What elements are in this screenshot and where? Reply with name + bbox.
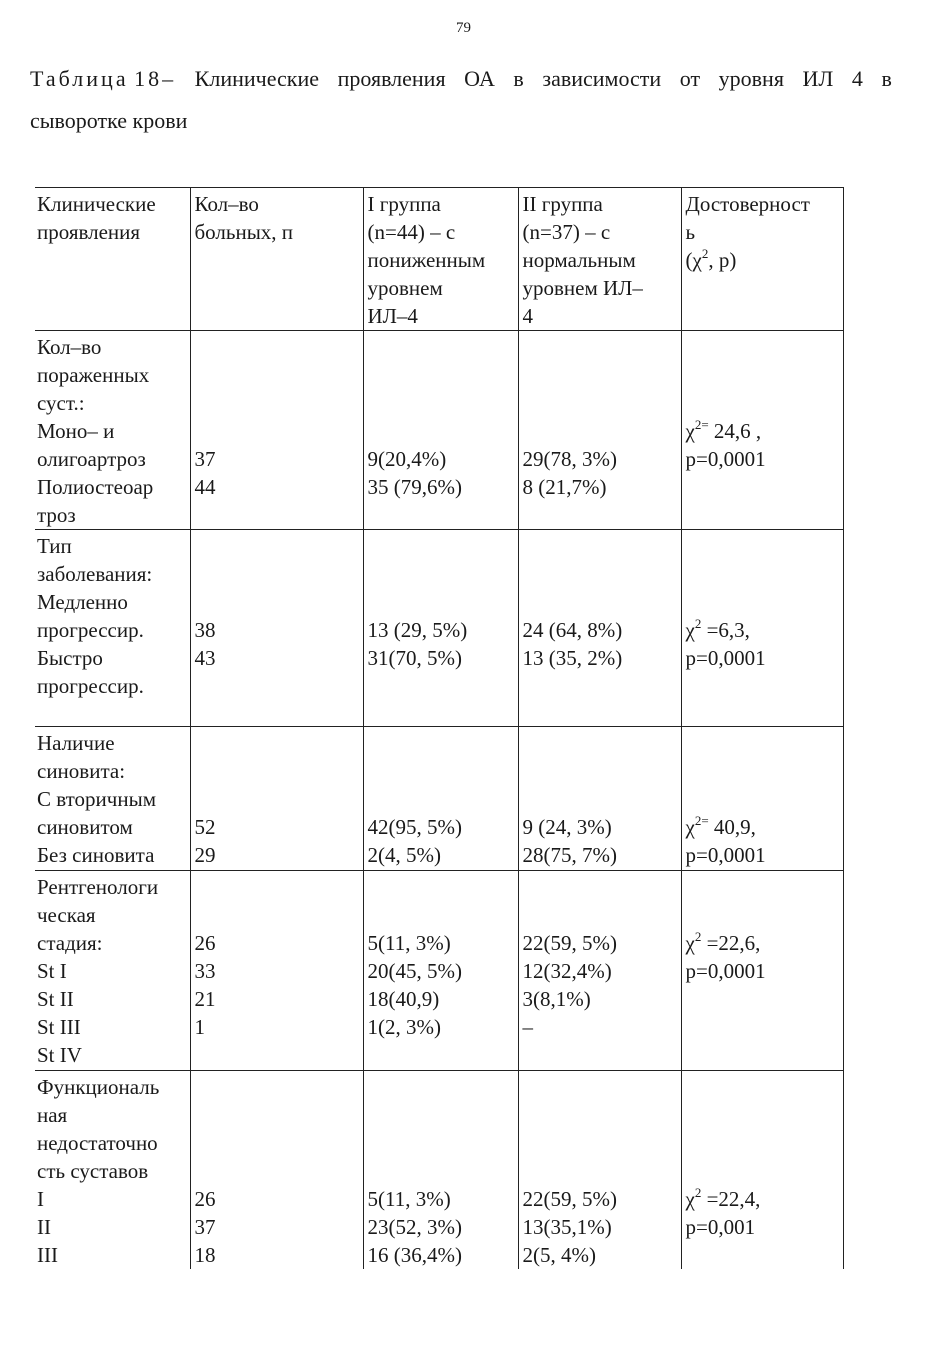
row-label: Рентгенологи ческая стадия: St I St II St III St IV — [35, 871, 190, 1071]
table-row — [35, 331, 843, 530]
group-1-cell: 13 (29, 5%) 31(70, 5%) — [363, 530, 518, 727]
table-row — [35, 530, 843, 727]
page-number: 79 — [456, 20, 471, 36]
caption-word: ИЛ — [802, 66, 834, 91]
group-1-cell: 5(11, 3%) 20(45, 5%) 18(40,9) 1(2, 3%) — [363, 871, 518, 1071]
chi-square-value: $\chi^2 =6,3$, — [685, 616, 750, 642]
caption-word: ОА — [464, 66, 495, 91]
patient-count-cell: 37 44 — [190, 331, 363, 530]
table-row — [35, 871, 843, 1071]
p-value: р=0,0001 — [685, 959, 766, 983]
significance-cell — [681, 530, 843, 727]
p-value: р=0,0001 — [685, 843, 766, 867]
caption-word: в — [881, 66, 892, 91]
group-1-cell: 9(20,4%) 35 (79,6%) — [363, 331, 518, 530]
significance-cell — [681, 871, 843, 1071]
patient-count-cell: 38 43 — [190, 530, 363, 727]
caption-word: в — [513, 66, 524, 91]
caption-line-2: сыворотке крови — [30, 108, 188, 133]
chi-square-value: $\chi^{2=}$ 40,9, — [685, 813, 756, 839]
row-label: Кол–во пораженных суст.: Моно– и олигоартроз Полиостеоар троз — [35, 331, 190, 530]
group-2-cell: 9 (24, 3%) 28(75, 7%) — [518, 727, 681, 871]
table-row — [35, 727, 843, 871]
p-value: р=0,001 — [685, 1215, 756, 1239]
header-clinical-manifestations: Клинические проявления — [35, 188, 190, 331]
p-value: р=0,0001 — [685, 646, 766, 670]
patient-count-cell: 52 29 — [190, 727, 363, 871]
group-1-cell: 5(11, 3%) 23(52, 3%) 16 (36,4%) — [363, 1071, 518, 1270]
header-group-1: I группа (n=44) – с пониженным уровнем ИЛ–4 — [363, 188, 518, 331]
table-caption — [30, 58, 892, 142]
group-2-cell: 22(59, 5%) 13(35,1%) 2(5, 4%) — [518, 1071, 681, 1270]
significance-cell — [681, 727, 843, 871]
patient-count-cell: 26 33 21 1 — [190, 871, 363, 1071]
chi-square-value: $\chi^{2=}$ 24,6 , — [685, 417, 762, 443]
chi-square-value: $\chi^2 =22,4$, — [685, 1185, 761, 1211]
header-patient-count: Кол–во больных, п — [190, 188, 363, 331]
chi-square-value: $\chi^2 =22,6$, — [685, 929, 761, 955]
table-header-row — [35, 188, 843, 331]
clinical-table — [35, 187, 844, 1269]
table-row — [35, 1071, 843, 1270]
row-label: Функциональ ная недостаточно сть суставов I II III — [35, 1071, 190, 1270]
group-2-cell: 24 (64, 8%) 13 (35, 2%) — [518, 530, 681, 727]
header-significance: Достоверност ь ($\chi^2$, р) — [681, 188, 843, 331]
group-2-cell: 22(59, 5%) 12(32,4%) 3(8,1%) – — [518, 871, 681, 1071]
significance-cell — [681, 331, 843, 530]
caption-line-1 — [30, 58, 892, 100]
group-2-cell: 29(78, 3%) 8 (21,7%) — [518, 331, 681, 530]
caption-table-label: Таблица 18– — [30, 66, 177, 91]
caption-word: зависимости — [542, 66, 662, 91]
p-value: р=0,0001 — [685, 447, 766, 471]
header-group-2: II группа (n=37) – с нормальным уровнем ИЛ– 4 — [518, 188, 681, 331]
row-label: Тип заболевания: Медленно прогрессир. Быстро прогрессир. — [35, 530, 190, 727]
patient-count-cell: 26 37 18 — [190, 1071, 363, 1270]
row-label: Наличие синовита: С вторичным синовитом Без синовита — [35, 727, 190, 871]
caption-word: Клинические — [194, 66, 320, 91]
caption-word: 4 — [851, 66, 863, 91]
caption-word: уровня — [718, 66, 784, 91]
caption-word: проявления — [337, 66, 446, 91]
caption-word: от — [679, 66, 701, 91]
group-1-cell: 42(95, 5%) 2(4, 5%) — [363, 727, 518, 871]
significance-cell — [681, 1071, 843, 1270]
